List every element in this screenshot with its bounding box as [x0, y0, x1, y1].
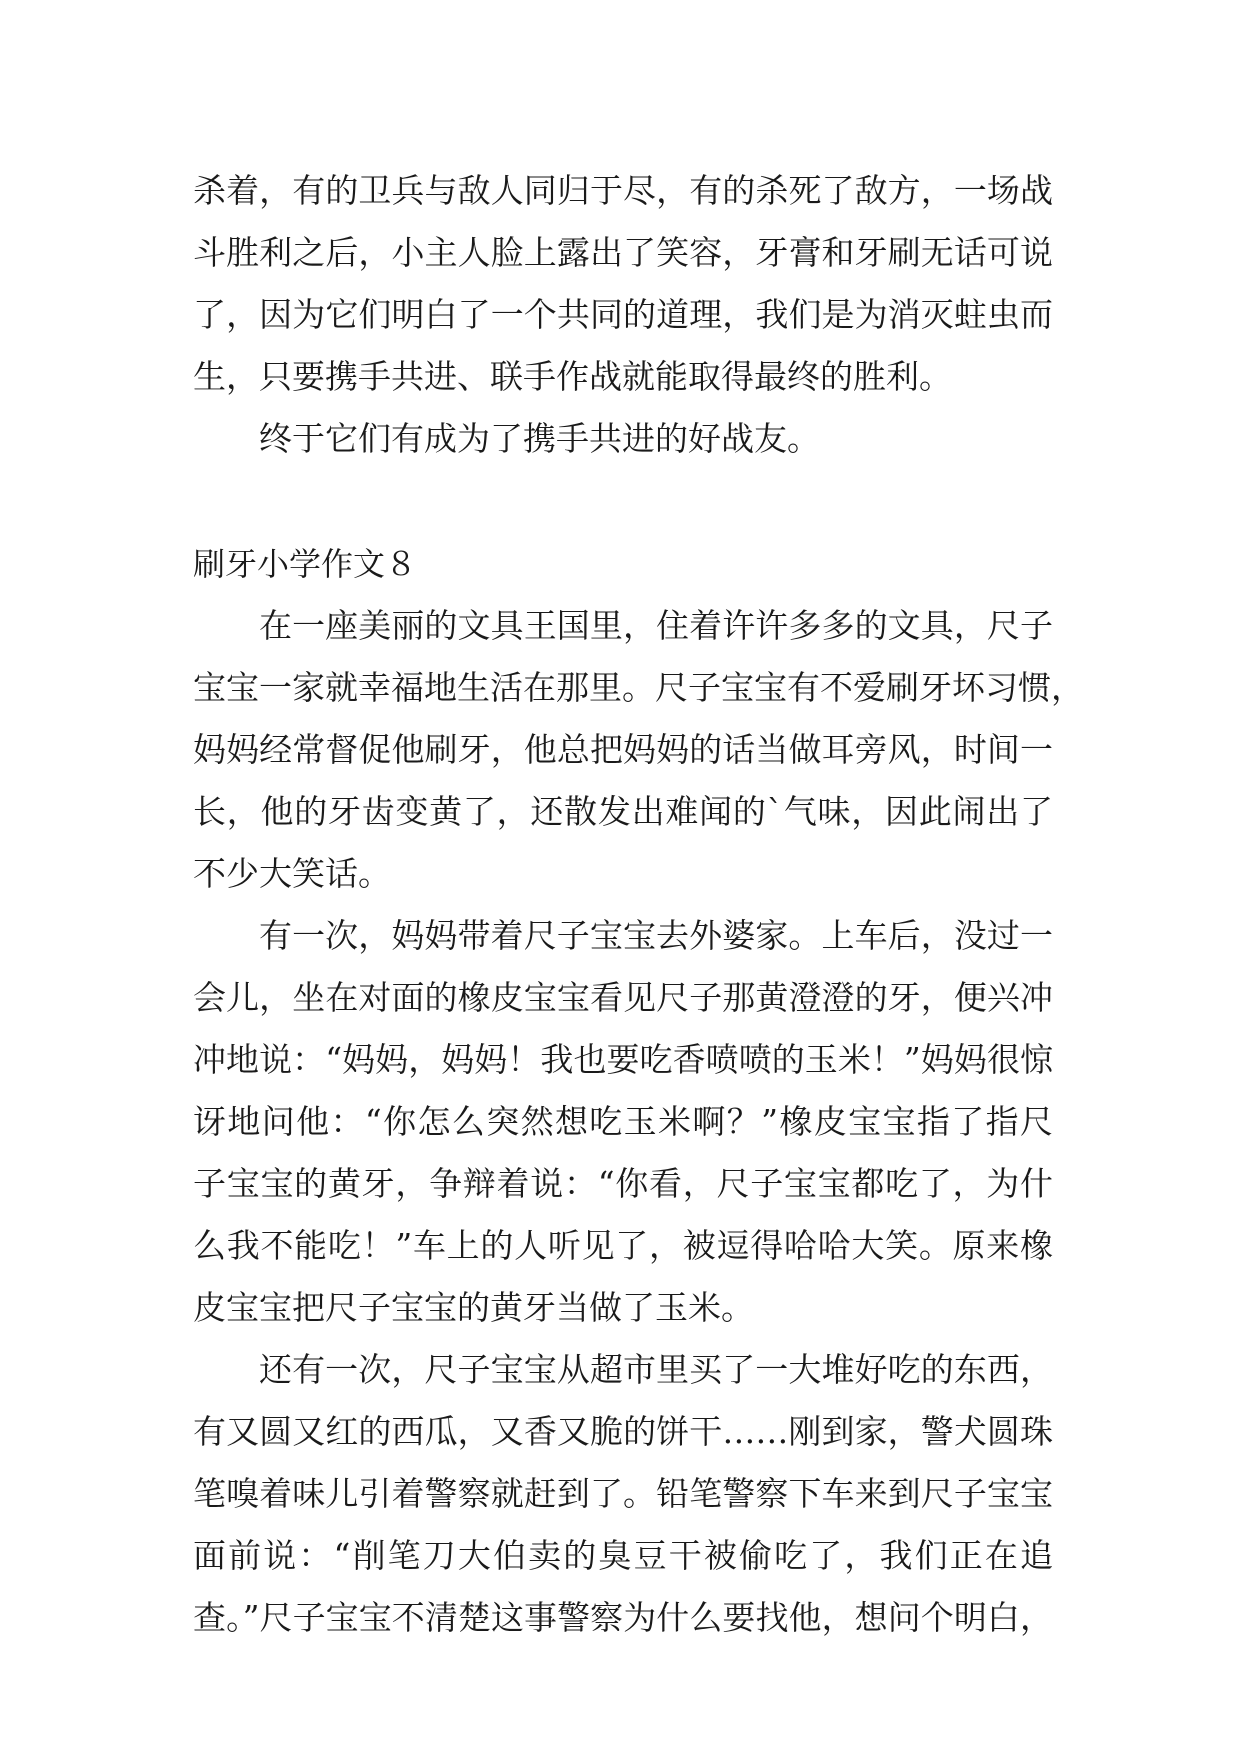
paragraph-line: 终于它们有成为了携手共进的好战友。 [259, 419, 820, 458]
paragraph-line: 有一次，妈妈带着尺子宝宝去外婆家。上车后，没过一 [259, 916, 1053, 955]
paragraph-2 [193, 905, 1053, 1339]
paragraph-line: 有又圆又红的西瓜，又香又脆的饼干……刚到家，警犬圆珠 [193, 1412, 1053, 1451]
paragraph-line: 不少大笑话。 [193, 854, 391, 893]
paragraph-3 [193, 1339, 1053, 1649]
paragraph-line: 笔嗅着味儿引着警察就赶到了。铅笔警察下车来到尺子宝宝 [193, 1474, 1053, 1513]
paragraph-line: 长，他的牙齿变黄了，还散发出难闻的`气味，因此闹出了 [193, 792, 1053, 831]
paragraph-line: 宝宝一家就幸福地生活在那里。尺子宝宝有不爱刷牙坏习惯， [193, 668, 1084, 707]
paragraph-line: 杀着，有的卫兵与敌人同归于尽，有的杀死了敌方，一场战 [193, 171, 1053, 210]
paragraph-line: 在一座美丽的文具王国里，住着许许多多的文具，尺子 [259, 606, 1053, 645]
paragraph-1 [193, 595, 1084, 905]
continued-paragraph [193, 160, 1053, 408]
paragraph-line: 讶地问他：“你怎么突然想吃玉米啊？”橡皮宝宝指了指尺 [193, 1102, 1053, 1141]
paragraph-line: 会儿，坐在对面的橡皮宝宝看见尺子那黄澄澄的牙，便兴冲 [193, 978, 1053, 1017]
paragraph-line: 斗胜利之后，小主人脸上露出了笑容，牙膏和牙刷无话可说 [193, 233, 1053, 272]
section-gap [193, 470, 1053, 533]
paragraph-line: 还有一次，尺子宝宝从超市里买了一大堆好吃的东西， [259, 1350, 1053, 1389]
paragraph-line: 面前说：“削笔刀大伯卖的臭豆干被偷吃了，我们正在追 [193, 1536, 1053, 1575]
paragraph-line: 查。”尺子宝宝不清楚这事警察为什么要找他，想问个明白， [193, 1598, 1053, 1637]
document-body [193, 160, 1084, 1649]
paragraph-line: 冲地说：“妈妈，妈妈！我也要吃香喷喷的玉米！”妈妈很惊 [193, 1040, 1053, 1079]
closing-paragraph [193, 408, 1053, 470]
paragraph-line: 子宝宝的黄牙，争辩着说：“你看，尺子宝宝都吃了，为什 [193, 1164, 1053, 1203]
section-heading: 刷牙小学作文８ [193, 545, 418, 583]
paragraph-line: 生，只要携手共进、联手作战就能取得最终的胜利。 [193, 357, 952, 396]
paragraph-line: 皮宝宝把尺子宝宝的黄牙当做了玉米。 [193, 1288, 754, 1327]
paragraph-line: 了，因为它们明白了一个共同的道理，我们是为消灭蛀虫而 [193, 295, 1053, 334]
paragraph-line: 么我不能吃！”车上的人听见了，被逗得哈哈大笑。原来橡 [193, 1226, 1053, 1265]
paragraph-line: 妈妈经常督促他刷牙，他总把妈妈的话当做耳旁风，时间一 [193, 730, 1053, 769]
